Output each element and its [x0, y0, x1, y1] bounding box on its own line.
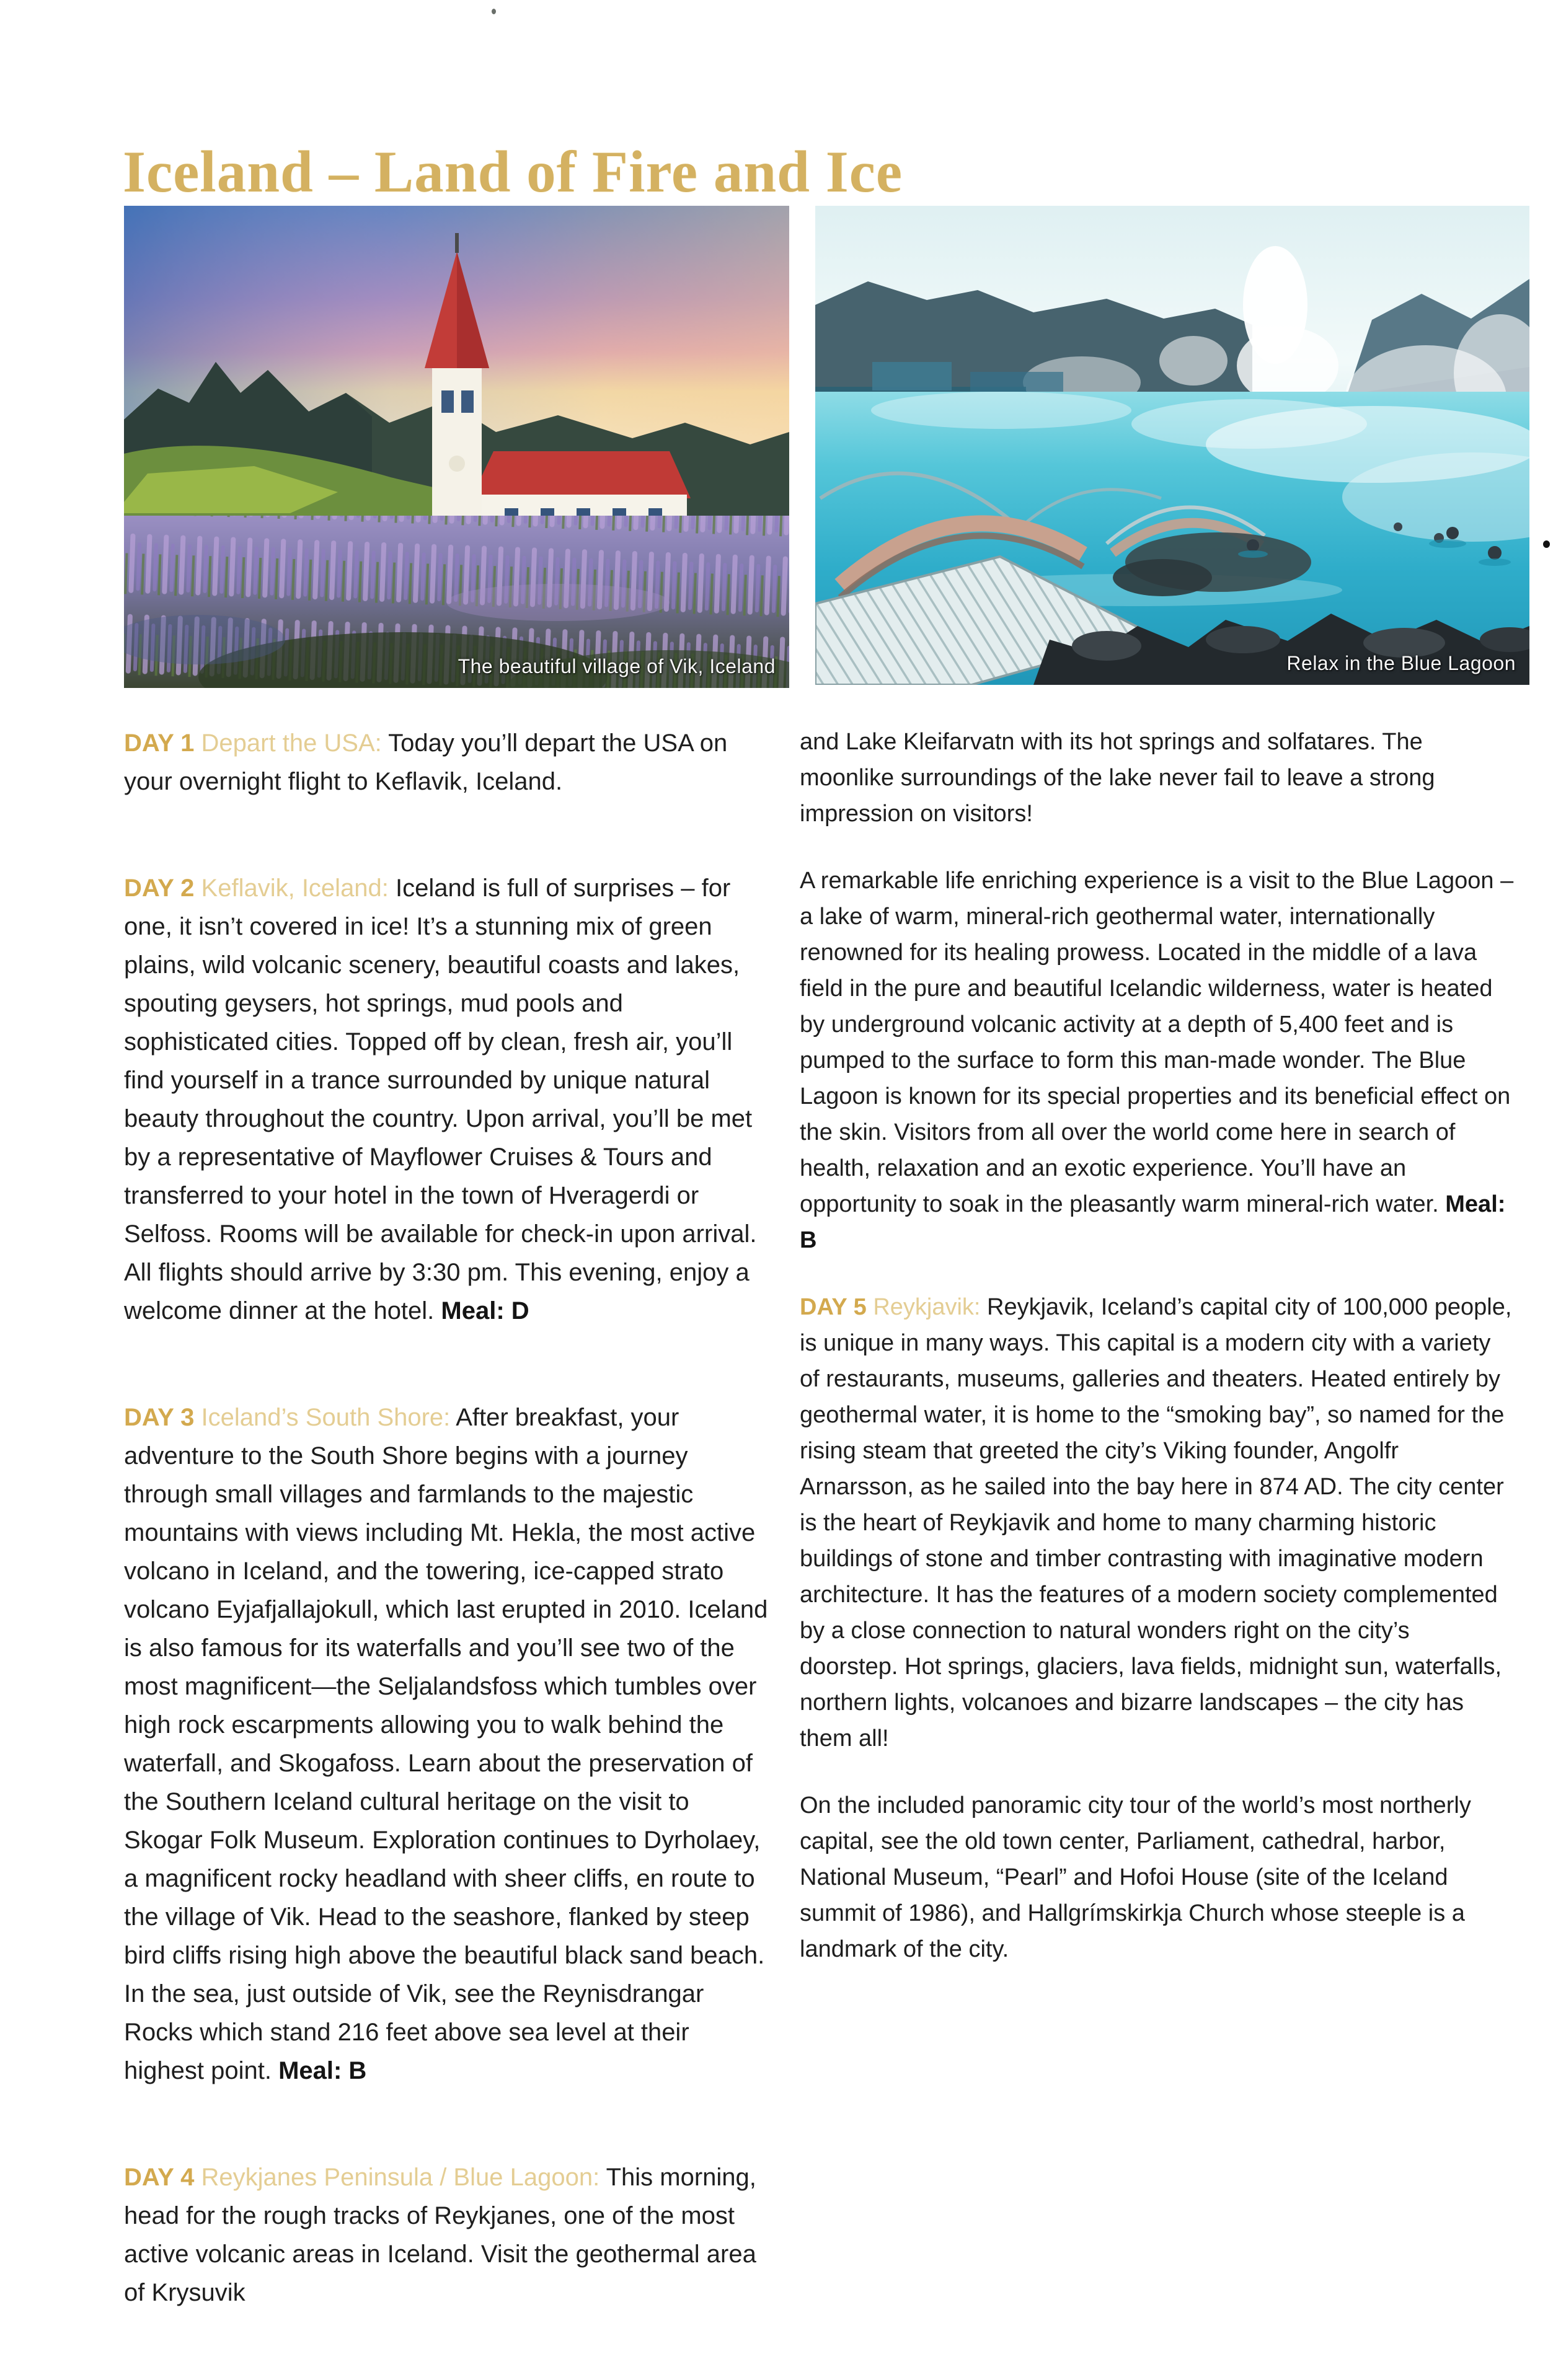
day-label: DAY 1 — [124, 729, 201, 757]
paragraph-text: A remarkable life enriching experience is a visit to the Blue Lagoon – a lake of warm, mineral-rich geothermal water, internationally renowned for its healing prowess. Located in the middle of a lava field in the pure and beautiful Icelandic wilderness, water is heated by underground volcanic activity at a depth of 5,400 feet and is pumped to the surface to form this man-made wonder. The Blue Lagoon is known for its special properties and its beneficial effect on the skin. Visitors from all over the world come here in search of health, relaxation and an exotic experience. You’ll have an opportunity to soak in the pleasantly warm mineral-rich water. — [800, 868, 1514, 1217]
paragraph-text: Reykjavik, Iceland’s capital city of 100,000 people, is unique in many ways. This capital is a modern city with a variety of restaurants, museums, galleries and theaters. Heated entirely by geothermal water, it is home to the “smoking bay”, so named for the rising steam that greeted the city’s Viking founder, Angolfr Arnarsson, as he sailed into the bay here in 874 AD. The city center is the heart of Reykjavik and home to many charming historic buildings of stone and timber contrasting with imaginative modern architecture. It has the features of a modern society complemented by a close connection to natural wonders right on the city’s doorstep. Hot springs, glaciers, lava fields, midnight sun, waterfalls, northern lights, volcanoes and bizarre landscapes – the city has them all! — [800, 1294, 1512, 1752]
meal-label: Meal: D — [441, 1297, 529, 1324]
page-title: Iceland – Land of Fire and Ice — [123, 138, 903, 205]
photo-caption: The beautiful village of Vik, Iceland — [458, 655, 776, 677]
vik-church-illustration — [124, 206, 789, 688]
paragraph-text: Iceland is full of surprises – for one, it isn’t covered in ice! It’s a stunning mix of green plains, wild volcanic scenery, beautiful coasts and lakes, spouting geysers, hot springs, mud pools and sophisticated cities. Topped off by clean, fresh air, you’ll find yourself in a trance surrounded by unique natural beauty throughout the country. Upon arrival, you’ll be met by a representative of Mayflower Cruises & Tours and transferred to your hotel in the town of Hveragerdi or Selfoss. Rooms will be available for check-in upon arrival. All flights should arrive by 3:30 pm. This evening, enjoy a welcome dinner at the hotel. — [124, 875, 757, 1324]
paragraph-text: Today you’ll depart the USA on your overnight flight to Keflavik, Iceland. — [124, 729, 728, 795]
day-title: Reykjavik: — [873, 1294, 988, 1320]
paragraph-text: and Lake Kleifarvatn with its hot springs and solfatares. The moonlike surroundings of the lake never fail to leave a strong impression on visitors! — [800, 729, 1435, 827]
paragraph-text: After breakfast, your adventure to the South Shore begins with a journey through small villages and farmlands to the majestic mountains with views including Mt. Hekla, the most active volcano in Iceland, and the towering, ice-capped strato volcano Eyjafjallajokull, which last erupted in 2010. Iceland is also famous for its waterfalls and you’ll see two of the most magnificent—the Seljalandsfoss which tumbles over high rock escarpments allowing you to walk behind the waterfall, and Skogafoss. Learn about the preservation of the Southern Iceland cultural heritage on the visit to Skogar Folk Museum. Exploration continues to Dyrholaey, a magnificent rocky headland with sheer cliffs, en route to the village of Vik. Head to the seashore, flanked by steep bird cliffs rising high above the beautiful black sand beach. In the sea, just outside of Vik, see the Reynisdrangar Rocks which stand 216 feet above sea level at their highest point. — [124, 1404, 768, 2084]
blue-lagoon-photo — [815, 206, 1529, 685]
day-title: Reykjanes Peninsula / Blue Lagoon: — [201, 2164, 606, 2191]
itinerary-paragraph-day3 — [124, 1398, 774, 2090]
photo-caption: Relax in the Blue Lagoon — [1286, 652, 1516, 674]
itinerary-paragraph-day1 — [124, 724, 774, 801]
day-label: DAY 4 — [124, 2164, 201, 2191]
itinerary-paragraph-city-tour — [800, 1787, 1514, 1967]
meal-label: Meal: B — [278, 2057, 367, 2084]
itinerary-paragraph-day2 — [124, 869, 774, 1330]
itinerary-paragraph-day4-continued — [800, 724, 1514, 832]
day-label: DAY 5 — [800, 1294, 874, 1320]
scan-artifact-dot — [492, 9, 496, 14]
itinerary-paragraph-day4 — [124, 2158, 774, 2312]
meal-label: Meal: B — [800, 1191, 1506, 1253]
day-label: DAY 2 — [124, 875, 201, 902]
day-label: DAY 3 — [124, 1404, 201, 1431]
itinerary-paragraph-blue-lagoon — [800, 863, 1514, 1258]
itinerary-paragraph-day5 — [800, 1289, 1514, 1756]
vik-church-photo — [124, 206, 789, 688]
itinerary-column-left — [124, 724, 774, 2380]
paragraph-text: This morning, head for the rough tracks of Reykjanes, one of the most active volcanic areas in Iceland. Visit the geothermal area of Krysuvik — [124, 2164, 756, 2306]
itinerary-column-right — [800, 724, 1514, 1998]
day-title: Depart the USA: — [201, 729, 389, 757]
paragraph-text: On the included panoramic city tour of the world’s most northerly capital, see the old town center, Parliament, cathedral, harbor, National Museum, “Pearl” and Hofoi House (site of the Iceland summit of 1986), and Hallgrímskirkja Church whose steeple is a landmark of the city. — [800, 1792, 1471, 1962]
day-title: Iceland’s South Shore: — [201, 1404, 456, 1431]
blue-lagoon-illustration — [815, 206, 1529, 685]
scan-artifact-dot — [1543, 540, 1550, 548]
day-title: Keflavik, Iceland: — [201, 875, 396, 902]
